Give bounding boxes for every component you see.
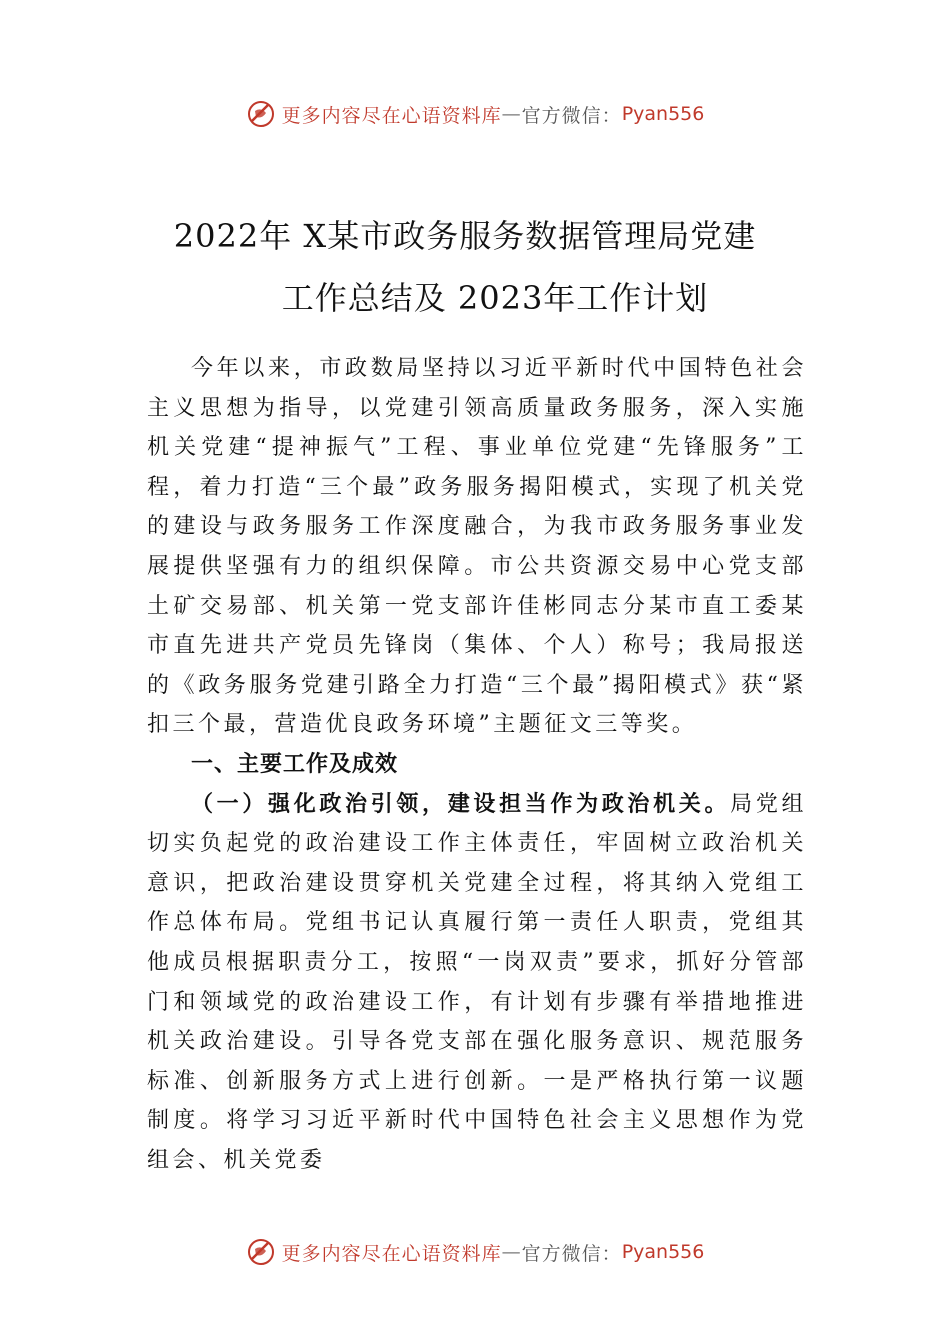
logo-icon (246, 99, 276, 129)
section-heading-1: 一、主要工作及成效 (191, 751, 399, 777)
banner-brand-text: 更多内容尽在心语资料库 (281, 104, 502, 127)
banner-dash: — (501, 1241, 522, 1263)
document-title-line-1: 2022年 X某市政务服务数据管理局党建 (173, 217, 757, 256)
banner-wechat-label: 官方微信： (521, 1242, 622, 1265)
item-1-paragraph (147, 785, 807, 1181)
intro-paragraph: 今年以来，市政数局坚持以习近平新时代中国特色社会主义思想为指导，以党建引领高质量政务服务，深入实施机关党建“提神振气”工程、事业单位党建“先锋服务”工程，着力打造“三个最”政务服务揭阳模式，实现了机关党的建设与政务服务工作深度融合，为我市政务服务事业发展提供坚强有力的组织保障。市公共资源交易中心党支部土矿交易部、机关第一党支部许佳彬同志分某市直工委某市直先进共产党员先锋岗（集体、个人）称号；我局报送的《政务服务党建引路全力打造“三个最”揭阳模式》获“紧扣三个最，营造优良政务环境”主题征文三等奖。 (147, 356, 807, 738)
watermark-banner-bottom (0, 1232, 950, 1272)
watermark-banner-top (0, 94, 950, 134)
banner-brand-text: 更多内容尽在心语资料库 (281, 1242, 502, 1265)
banner-wechat-id: Pyan556 (621, 103, 705, 125)
banner-dash: — (501, 103, 522, 125)
document-title-line-2: 工作总结及 2023年工作计划 (281, 279, 709, 318)
item-1-text: 局党组切实负起党的政治建设工作主体责任，牢固树立政治机关意识，把政治建设贯穿机关党建全过程，将其纳入党组工作总体布局。党组书记认真履行第一责任人职责，党组其他成员根据职责分工，按照“一岗双责”要求，抓好分管部门和领域党的政治建设工作，有计划有步骤有举措地推进机关政治建设。引导各党支部在强化服务意识、规范服务标准、创新服务方式上进行创新。一是严格执行第一议题制度。将学习习近平新时代中国特色社会主义思想作为党组会、机关党委 (147, 791, 807, 1173)
banner-wechat-id: Pyan556 (621, 1241, 705, 1263)
document-body (147, 349, 807, 1180)
item-1-lead: （一）强化政治引领，建设担当作为政治机关。 (191, 790, 731, 817)
logo-icon (246, 1237, 276, 1267)
banner-wechat-label: 官方微信： (521, 104, 622, 127)
